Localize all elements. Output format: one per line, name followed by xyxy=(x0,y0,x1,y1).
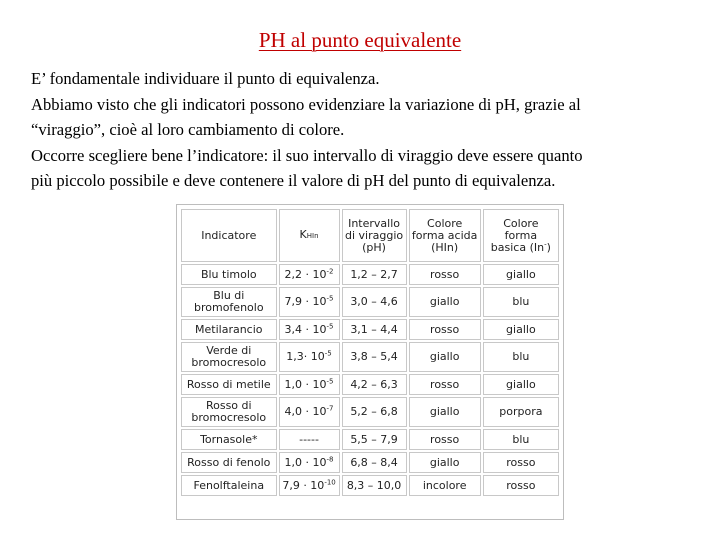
indicator-name-cell: Verde di bromocresolo xyxy=(181,342,277,372)
k-cell xyxy=(279,287,340,317)
k-exponent: -8 xyxy=(326,454,334,463)
k-base: 4,0 · 10 xyxy=(284,405,327,418)
table-row xyxy=(181,342,559,372)
indicator-name-cell: Blu timolo xyxy=(181,264,277,285)
table-row xyxy=(181,319,559,340)
acid-color-cell: rosso xyxy=(409,429,481,450)
acid-color-cell: incolore xyxy=(409,475,481,496)
interval-cell: 3,8 – 5,4 xyxy=(342,342,407,372)
interval-cell: 4,2 – 6,3 xyxy=(342,374,407,395)
table-row xyxy=(181,452,559,473)
header-basic-color xyxy=(483,209,559,262)
k-cell xyxy=(279,429,340,450)
paragraph-line: E’ fondamentale individuare il punto di equivalenza. xyxy=(31,69,380,88)
paragraph-line: “viraggio”, cioè al loro cambiamento di colore. xyxy=(31,120,345,140)
k-cell xyxy=(279,264,340,285)
interval-cell: 3,0 – 4,6 xyxy=(342,287,407,317)
indicator-name-cell: Rosso di metile xyxy=(181,374,277,395)
indicator-name-cell: Blu di bromofenolo xyxy=(181,287,277,317)
interval-cell: 8,3 – 10,0 xyxy=(342,475,407,496)
k-exponent: -7 xyxy=(326,404,334,413)
indicator-name-cell: Rosso di fenolo xyxy=(181,452,277,473)
basic-color-cell: porpora xyxy=(483,397,559,427)
header-acid-color: Colore forma acida (HIn) xyxy=(409,209,481,262)
table-header-row xyxy=(181,209,559,262)
interval-cell: 5,2 – 6,8 xyxy=(342,397,407,427)
header-k-sub: HIn xyxy=(306,232,319,240)
k-cell xyxy=(279,342,340,372)
k-exponent: -5 xyxy=(324,349,332,358)
acid-color-cell: giallo xyxy=(409,287,481,317)
k-base: 1,0 · 10 xyxy=(284,455,327,469)
k-cell xyxy=(279,452,340,473)
indicator-table-frame xyxy=(176,204,564,520)
k-base: 2,2 · 10 xyxy=(284,267,327,281)
k-cell xyxy=(279,475,340,496)
acid-color-cell: giallo xyxy=(409,452,481,473)
table-row xyxy=(181,374,559,395)
basic-color-cell: giallo xyxy=(483,319,559,340)
basic-color-cell: rosso xyxy=(483,475,559,496)
k-cell xyxy=(279,319,340,340)
interval-cell: 5,5 – 7,9 xyxy=(342,429,407,450)
interval-cell: 6,8 – 8,4 xyxy=(342,452,407,473)
indicator-name-cell: Fenolftaleina xyxy=(181,475,277,496)
acid-color-cell: rosso xyxy=(409,319,481,340)
acid-color-cell: giallo xyxy=(409,342,481,372)
table-row xyxy=(181,429,559,450)
header-indicator: Indicatore xyxy=(181,209,277,262)
indicator-table xyxy=(179,207,561,498)
table-row xyxy=(181,475,559,496)
header-k xyxy=(279,209,340,262)
header-interval: Intervallo di viraggio (pH) xyxy=(342,209,407,262)
k-base: 3,4 · 10 xyxy=(284,322,327,336)
interval-cell: 3,1 – 4,4 xyxy=(342,319,407,340)
k-exponent: -5 xyxy=(326,376,334,385)
table-row xyxy=(181,397,559,427)
header-basic-close: ) xyxy=(546,240,551,254)
k-exponent: -5 xyxy=(326,321,334,330)
acid-color-cell: giallo xyxy=(409,397,481,427)
paragraph-line: Abbiamo visto che gli indicatori possono evidenziare la variazione di pH, grazie al xyxy=(31,94,581,114)
indicator-name-cell: Tornasole* xyxy=(181,429,277,450)
page-title: PH al punto equivalente xyxy=(258,28,462,52)
paragraph-line: Occorre scegliere bene l’indicatore: il suo intervallo di viraggio deve essere quanto xyxy=(31,145,583,165)
paragraph-line: più piccolo possibile e deve contenere il valore di pH del punto di equivalenza. xyxy=(31,171,556,191)
basic-color-cell: blu xyxy=(483,342,559,372)
k-cell xyxy=(279,397,340,427)
k-base: ----- xyxy=(299,432,319,446)
interval-cell: 1,2 – 2,7 xyxy=(342,264,407,285)
k-exponent: -2 xyxy=(326,266,334,275)
k-base: 1,0 · 10 xyxy=(284,377,327,391)
basic-color-cell: giallo xyxy=(483,264,559,285)
table-row xyxy=(181,264,559,285)
k-base: 1,3· 10 xyxy=(286,350,325,363)
k-base: 7,9 · 10 xyxy=(284,295,327,308)
k-cell xyxy=(279,374,340,395)
basic-color-cell: rosso xyxy=(483,452,559,473)
k-exponent: -10 xyxy=(324,477,336,486)
indicator-name-cell: Rosso di bromocresolo xyxy=(181,397,277,427)
table-row xyxy=(181,287,559,317)
acid-color-cell: rosso xyxy=(409,264,481,285)
header-basic-main: Colore forma basica (In xyxy=(490,216,545,254)
acid-color-cell: rosso xyxy=(409,374,481,395)
basic-color-cell: blu xyxy=(483,287,559,317)
basic-color-cell: giallo xyxy=(483,374,559,395)
k-exponent: -5 xyxy=(326,294,334,303)
body-text xyxy=(31,66,701,194)
k-base: 7,9 · 10 xyxy=(282,478,325,492)
header-k-main: K xyxy=(299,228,307,241)
indicator-name-cell: Metilarancio xyxy=(181,319,277,340)
basic-color-cell: blu xyxy=(483,429,559,450)
header-basic-sup: - xyxy=(544,239,547,248)
